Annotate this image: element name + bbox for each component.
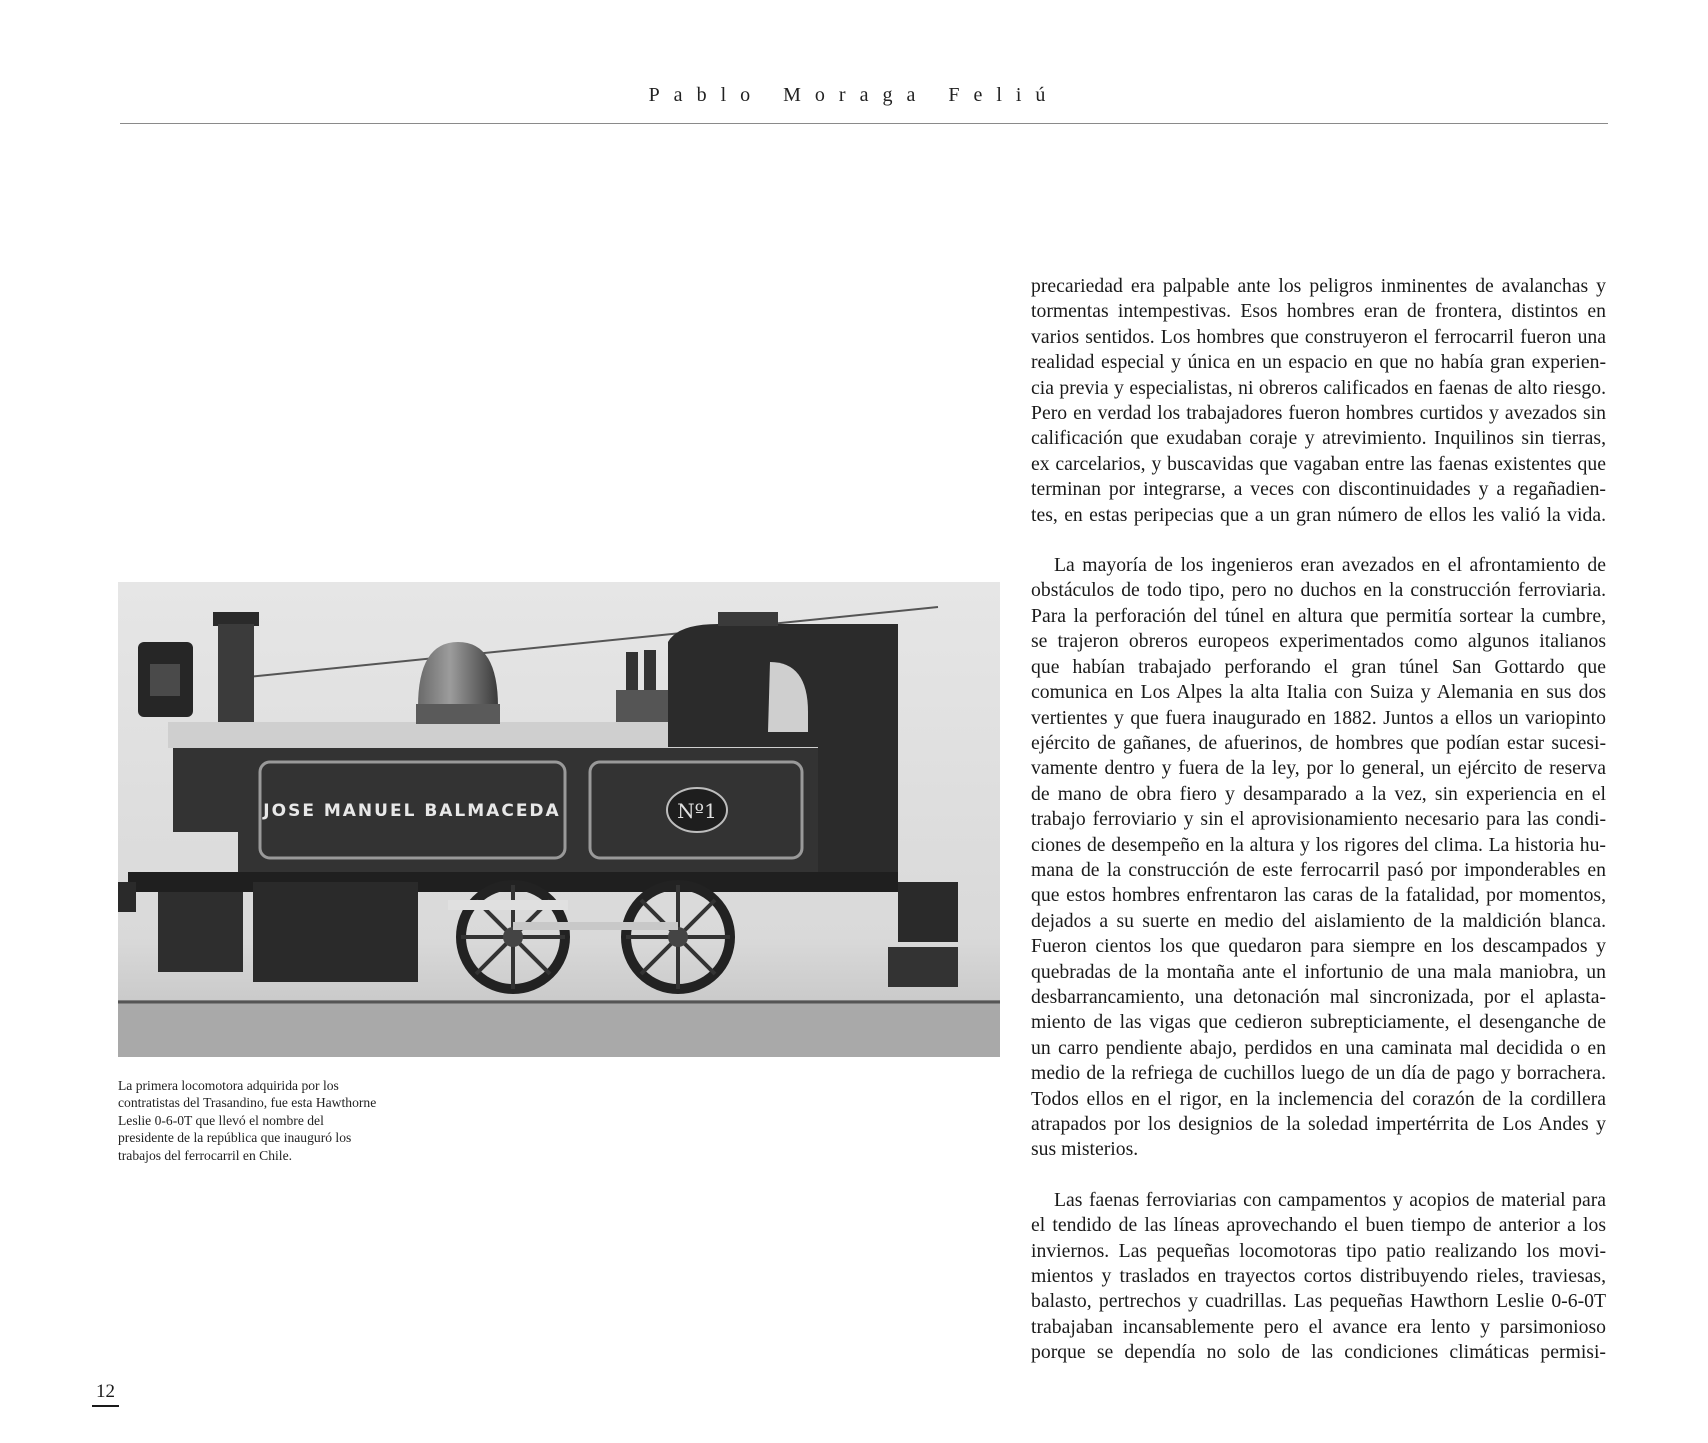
paragraph-3 <box>1031 1188 1606 1366</box>
text-line: vertientes y que fuera inaugurado en 1882. Juntos a ellos un variopinto <box>1031 706 1606 729</box>
text-line: tormentas intempestivas. Esos hombres eran de frontera, distintos en <box>1031 300 1606 323</box>
text-line: cia previa y especialistas, ni obreros calificados en faenas de alto riesgo. <box>1031 376 1606 399</box>
caption-line: presidente de la república que inauguró los <box>118 1130 352 1146</box>
text-line: balasto, pertrechos y cuadrillas. Las pequeñas Hawthorn Leslie 0-6-0T <box>1031 1290 1606 1313</box>
caption-line: trabajos del ferrocarril en Chile. <box>118 1147 292 1163</box>
text-line: trabajaban incansablemente pero el avance era lento y parsimonioso <box>1031 1315 1606 1338</box>
text-line: porque se dependía no solo de las condiciones climáticas permisi- <box>1031 1341 1606 1364</box>
photo-caption <box>118 1077 398 1164</box>
text-line: ejército de gañanes, de afuerinos, de hombres que podían estar sucesi- <box>1031 731 1606 754</box>
body-text <box>1031 274 1606 1366</box>
text-line: medio de la refriega de cuchillos luego de un día de pago y borrachera. <box>1031 1062 1606 1085</box>
text-line: dejados a su suerte en medio del aislamiento de la maldición blanca. <box>1031 909 1606 932</box>
text-line: vamente dentro y fuera de la ley, por lo general, un ejército de reserva <box>1031 757 1606 780</box>
header-rule <box>120 123 1608 124</box>
caption-line: Leslie 0-6-0T que llevó el nombre del <box>118 1112 324 1128</box>
text-line: precariedad era palpable ante los peligros inminentes de avalanchas y <box>1031 275 1606 297</box>
text-line: que estos hombres enfrentaron las caras de la fatalidad, por momentos, <box>1031 884 1606 907</box>
text-line: desbarrancamiento, una detonación mal sincronizada, por el aplasta- <box>1031 985 1606 1008</box>
text-line: ex carcelarios, y buscavidas que vagaban entre las faenas existentes que <box>1031 452 1606 475</box>
text-line: que habían trabajado perforando el gran túnel San Gottardo que <box>1031 655 1606 678</box>
number-plate-text: Nº1 <box>677 799 717 823</box>
text-line: mana de la construcción de este ferrocarril pasó por imponderables en <box>1031 858 1606 881</box>
paragraph-2 <box>1031 553 1606 1163</box>
text-line: mientos y traslados en trayectos cortos distribuyendo rieles, traviesas, <box>1031 1265 1606 1288</box>
text-line: Pero en verdad los trabajadores fueron hombres curtidos y avezados sin <box>1031 402 1606 425</box>
text-line: La mayoría de los ingenieros eran avezados en el afrontamiento de <box>1054 554 1606 577</box>
locomotive-illustration <box>118 582 1000 1057</box>
text-line: sus misterios. <box>1031 1138 1139 1161</box>
locomotive-photo <box>118 582 1000 1057</box>
text-line: trabajo ferroviario y sin el aprovisionamiento necesario para las condi- <box>1031 808 1606 831</box>
text-line: Fueron cientos los que quedaron para siempre en los descampados y <box>1031 935 1606 958</box>
text-line: obstáculos de todo tipo, pero no duchos en la construcción ferroviaria. <box>1031 579 1606 602</box>
text-line: miento de las vigas que cedieron subrepticiamente, el desenganche de <box>1031 1011 1606 1034</box>
text-line: atrapados por los designios de la soledad impertérrita de Los Andes y <box>1031 1113 1606 1135</box>
caption-line: contratistas del Trasandino, fue esta Hawthorne <box>118 1095 377 1111</box>
text-line: inviernos. Las pequeñas locomotoras tipo patio realizando los movi- <box>1031 1239 1606 1262</box>
text-line: varios sentidos. Los hombres que construyeron el ferrocarril fueron una <box>1031 325 1606 348</box>
text-line: Para la perforación del túnel en altura que permitía sortear la cumbre, <box>1031 604 1606 627</box>
text-line: Todos ellos en el rigor, en la inclemencia del corazón de la cordillera <box>1031 1087 1606 1110</box>
page-number: 12 <box>92 1381 119 1407</box>
text-line: se trajeron obreros europeos experimentados como algunos italianos <box>1031 630 1606 653</box>
text-line: el tendido de las líneas aprovechando el buen tiempo de anterior a los <box>1031 1214 1606 1237</box>
text-line: comunica en Los Alpes la alta Italia con Suiza y Alemania en sus dos <box>1031 681 1606 704</box>
text-line: ciones de desempeño en la altura y los rigores del clima. La historia hu- <box>1031 833 1606 856</box>
paragraph-1 <box>1031 274 1606 528</box>
text-line: calificación que exudaban coraje y atrevimiento. Inquilinos sin tierras, <box>1031 427 1606 450</box>
text-line: un carro pendiente abajo, perdidos en una caminata mal decidida o en <box>1031 1036 1606 1059</box>
text-line: de mano de obra fiero y desamparado a la vez, sin experiencia en el <box>1031 782 1606 805</box>
running-head: Pablo Moraga Feliú <box>648 84 1060 106</box>
text-line: terminan por integrarse, a veces con discontinuidades y a regañadien- <box>1031 478 1606 501</box>
text-line: quebradas de la montaña ante el infortunio de una mala maniobra, un <box>1031 960 1606 983</box>
text-line: Las faenas ferroviarias con campamentos y acopios de material para <box>1054 1188 1606 1211</box>
nameplate-text: JOSE MANUEL BALMACEDA <box>263 801 561 821</box>
text-line: tes, en estas peripecias que a un gran número de ellos les valió la vida. <box>1031 503 1606 526</box>
caption-line: La primera locomotora adquirida por los <box>118 1078 339 1093</box>
text-line: realidad especial y única en un espacio en que no había gran experien- <box>1031 351 1606 374</box>
